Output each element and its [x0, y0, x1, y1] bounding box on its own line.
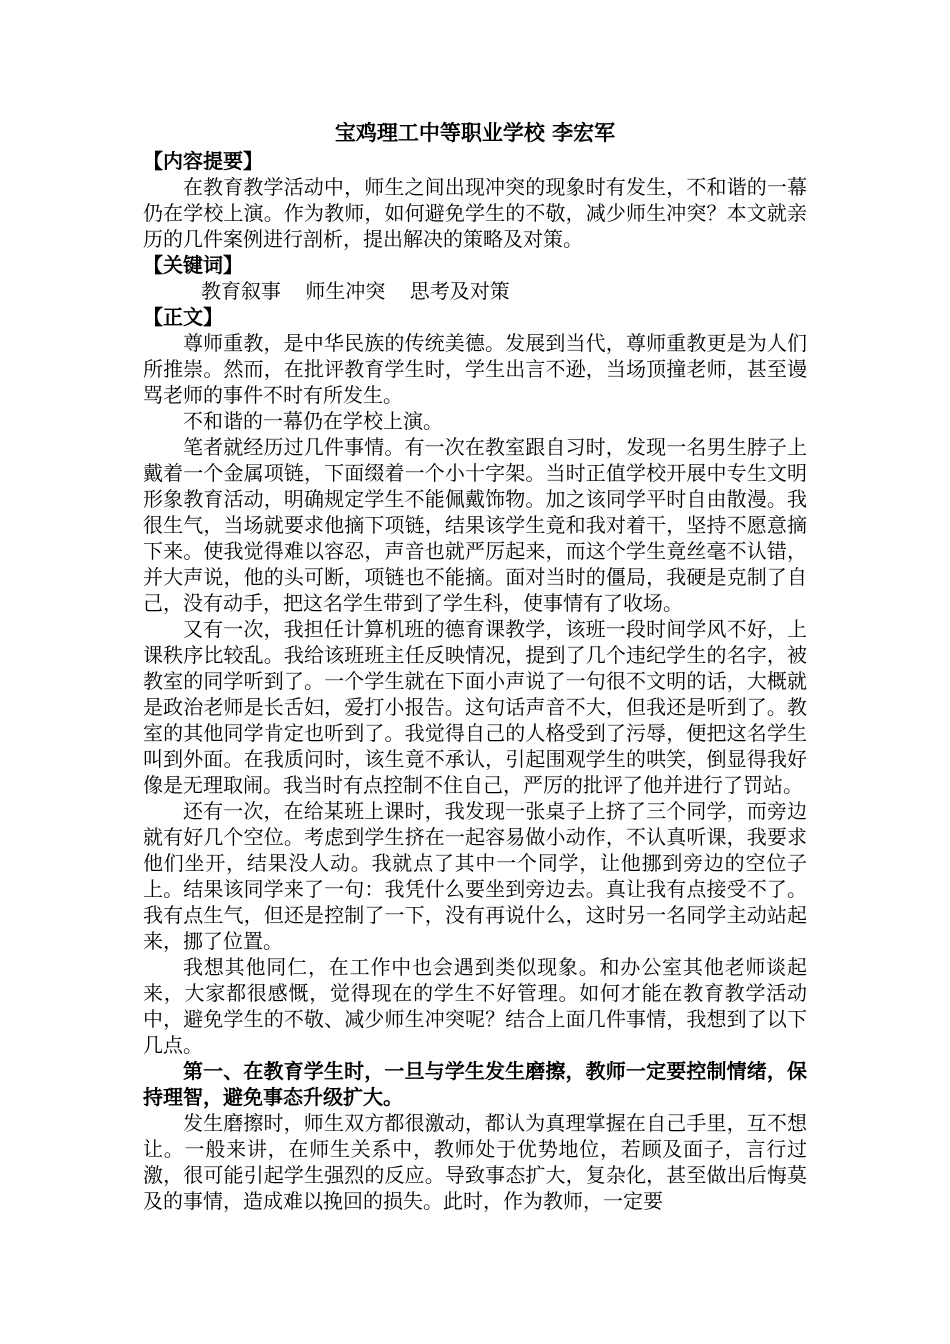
body-paragraph: 还有一次，在给某班上课时，我发现一张桌子上挤了三个同学，而旁边就有好几个空位。考虑到学生挤在一起容易做小动作，不认真听课，我要求他们坐开，结果没人动。我就点了其中一个同学，让他挪到旁边的空位子上。结果该同学来了一句：我凭什么要坐到旁边去。真让我有点接受不了。我有点生气，但还是控制了一下，没有再说什么，这时另一名同学主动站起来，挪了位置。: [143, 799, 807, 953]
body-paragraph: 笔者就经历过几件事情。有一次在教室跟自习时，发现一名男生脖子上戴着一个金属项链，下面缀着一个小十字架。当时正值学校开展中专生文明形象教育活动，明确规定学生不能佩戴饰物。加之该同学平时自由散漫。我很生气，当场就要求他摘下项链，结果该学生竟和我对着干，坚持不愿意摘下来。使我觉得难以容忍，声音也就严厉起来，而这个学生竟丝毫不认错，并大声说，他的头可断，项链也不能摘。面对当时的僵局，我硬是克制了自己，没有动手，把这名学生带到了学生科，使事情有了收场。: [143, 435, 807, 615]
keyword-item: 教育叙事: [201, 279, 281, 303]
keyword-item: 师生冲突: [305, 279, 386, 303]
keyword-item: 思考及对策: [409, 279, 510, 303]
abstract-paragraph: 在教育教学活动中，师生之间出现冲突的现象时有发生，不和谐的一幕仍在学校上演。作为教师，如何避免学生的不敬，减少师生冲突？本文就亲历的几件案例进行剖析，提出解决的策略及对策。: [143, 175, 807, 251]
body-paragraph: 我想其他同仁，在工作中也会遇到类似现象。和办公室其他老师谈起来，大家都很感慨，觉得现在的学生不好管理。如何才能在教育教学活动中，避免学生的不敬、减少师生冲突呢？结合上面几件事情，我想到了以下几点。: [143, 955, 807, 1057]
abstract-heading: 【内容提要】: [143, 149, 263, 173]
document-page: [143, 118, 807, 1214]
body-paragraph: 又有一次，我担任计算机班的德育课教学，该班一段时间学风不好，上课秩序比较乱。我给该班班主任反映情况，提到了几个违纪学生的名字，被教室的同学听到了。一个学生就在下面小声说了一句很不文明的话，大概就是政治老师是长舌妇，爱打小报告。这句话声音不大，但我还是听到了。教室的其他同学肯定也听到了。我觉得自己的人格受到了污辱，便把这名学生叫到外面。在我质问时，该生竟不承认，引起围观学生的哄笑，倒显得我好像是无理取闹。我当时有点控制不住自己，严厉的批评了他并进行了罚站。: [143, 617, 807, 797]
body-heading: 【正文】: [143, 305, 223, 329]
body-paragraph: 不和谐的一幕仍在学校上演。: [183, 409, 443, 433]
point-one-heading: 第一、在教育学生时，一旦与学生发生磨擦，教师一定要控制情绪，保持理智，避免事态升级扩大。: [143, 1059, 807, 1109]
keywords-heading: 【关键词】: [143, 253, 243, 277]
body-paragraph: 尊师重教，是中华民族的传统美德。发展到当代，尊师重教更是为人们所推崇。然而，在批评教育学生时，学生出言不逊，当场顶撞老师，甚至谩骂老师的事件不时有所发生。: [143, 331, 807, 407]
keywords-line: [143, 278, 807, 304]
body-paragraph: 发生磨擦时，师生双方都很激动，都认为真理掌握在自己手里，互不想让。一般来讲，在师生关系中，教师处于优势地位，若顾及面子，言行过激，很可能引起学生强烈的反应。导致事态扩大，复杂化，甚至做出后悔莫及的事情，造成难以挽回的损失。此时，作为教师，一定要: [143, 1111, 807, 1213]
document-title: 宝鸡理工中等职业学校 李宏军: [334, 120, 616, 145]
